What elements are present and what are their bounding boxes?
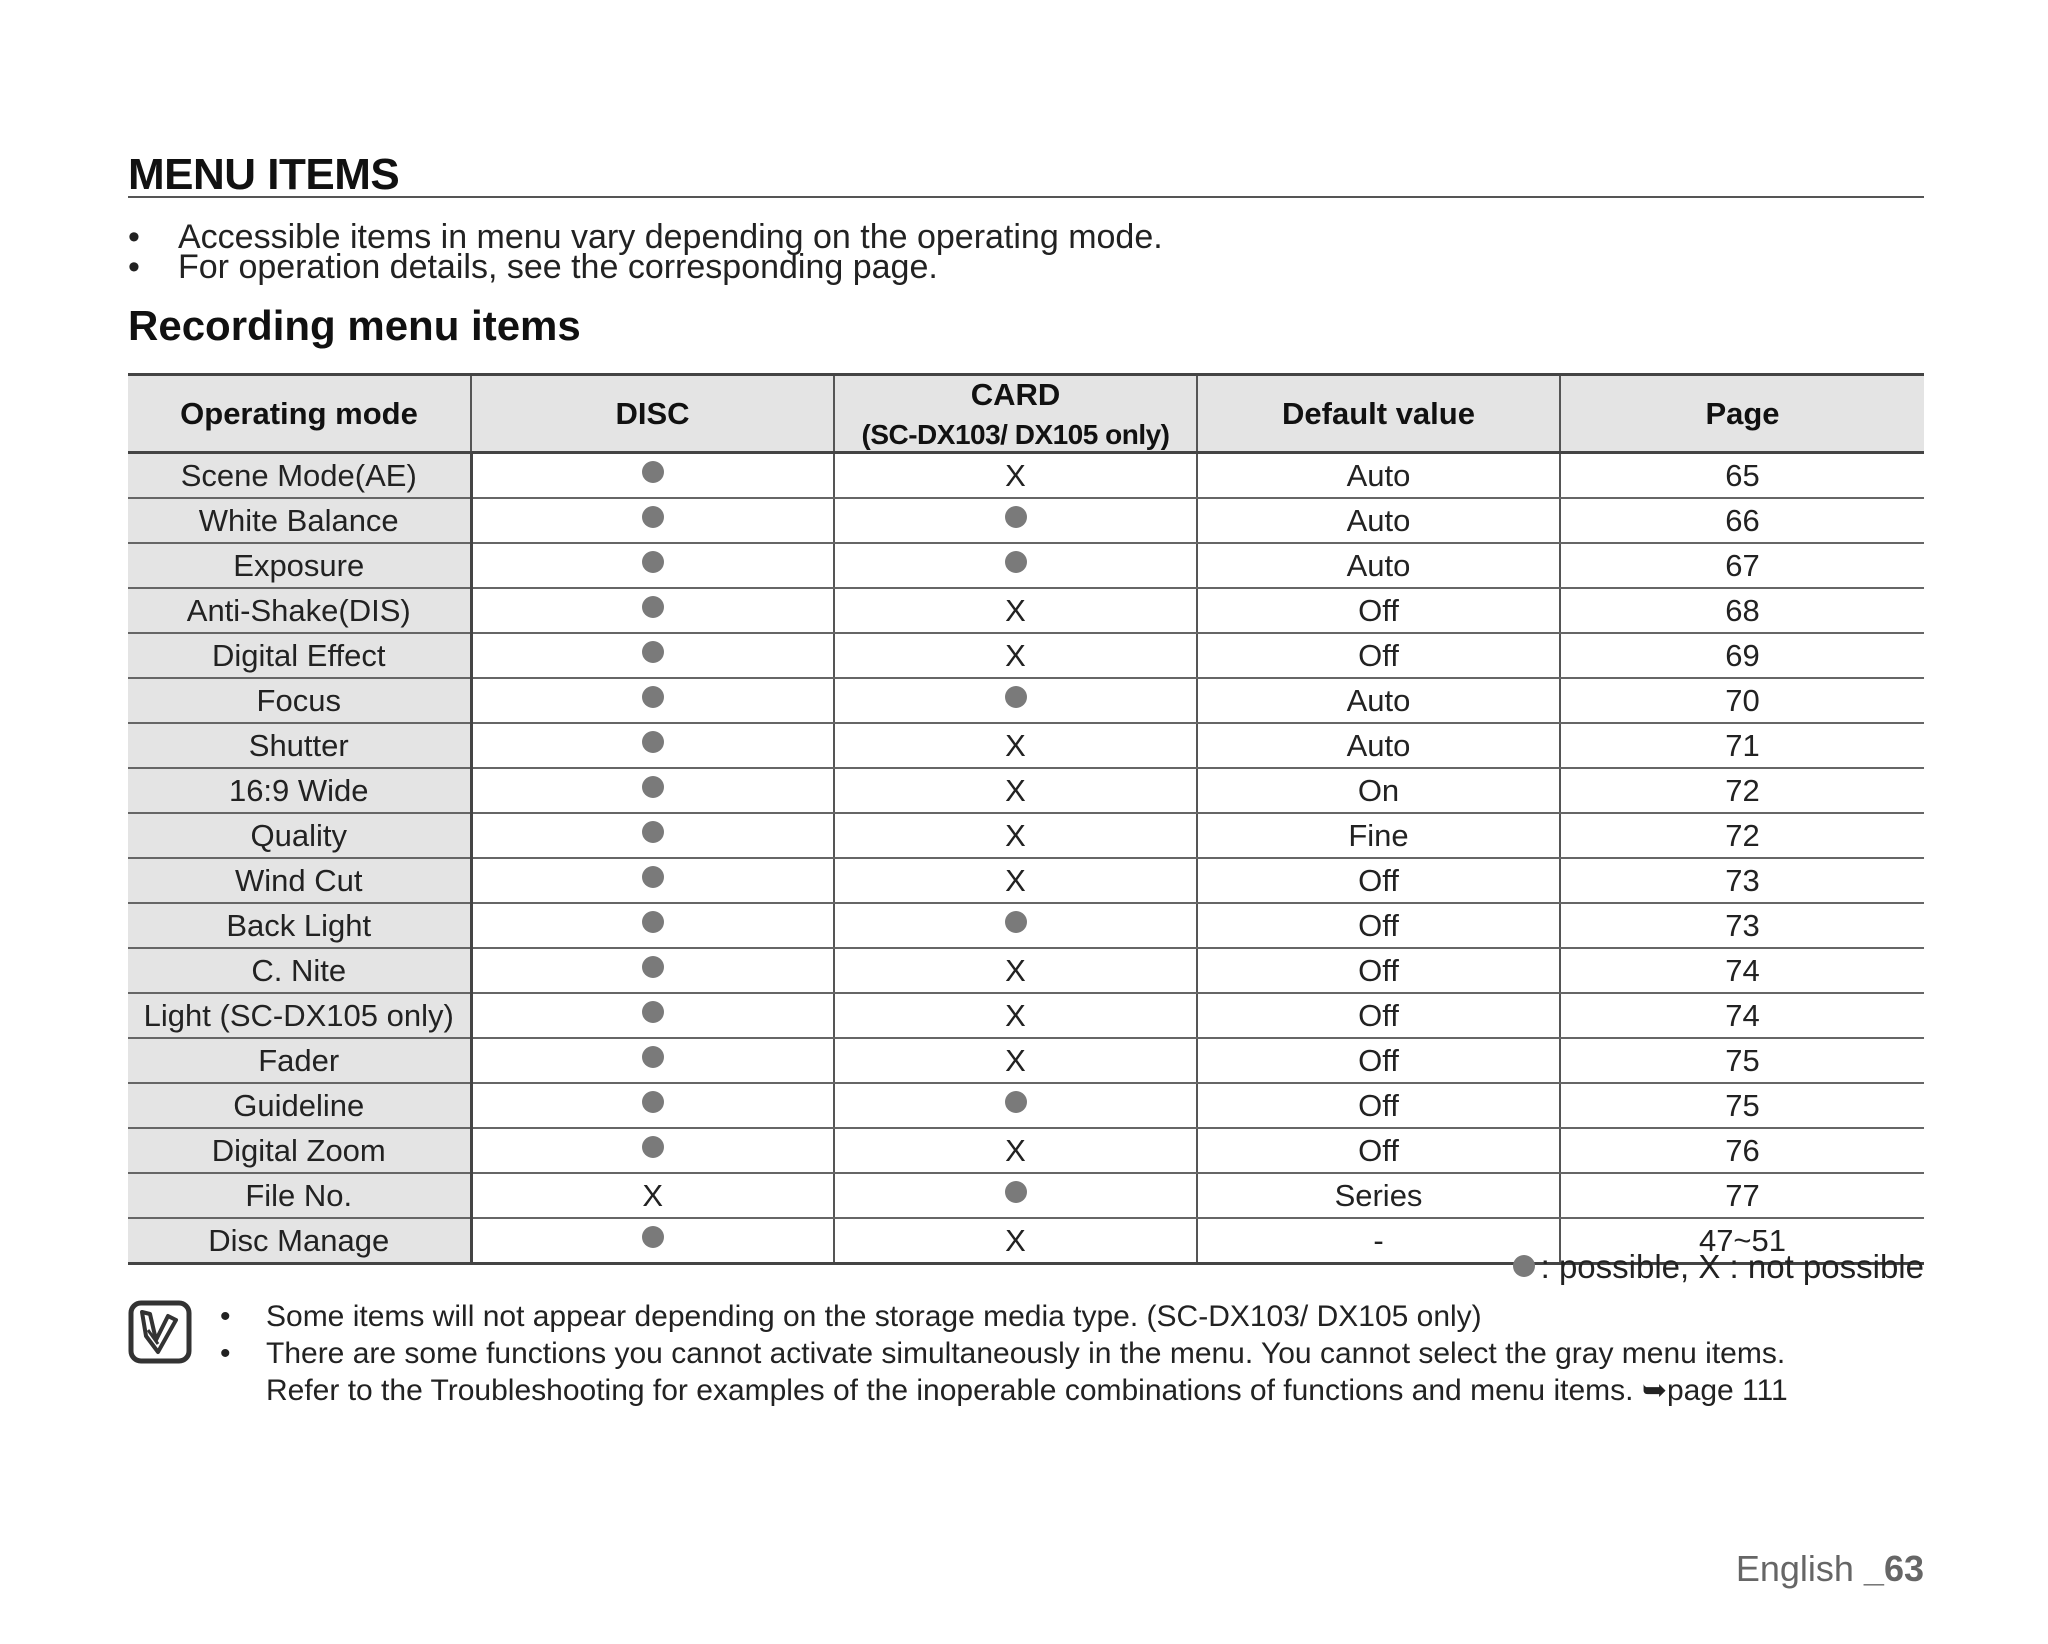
possible-dot-icon [642, 1091, 664, 1113]
possible-dot-icon [642, 821, 664, 843]
cell-card [834, 813, 1197, 858]
cell-operating-mode-text: Focus [256, 682, 341, 718]
cell-default-value-text: Off [1358, 637, 1399, 673]
cell-default-value-text: Fine [1348, 817, 1409, 853]
possible-dot-icon [642, 506, 664, 528]
note-text: Some items will not appear depending on the storage media type. (SC-DX103/ DX105 only) [266, 1300, 1482, 1333]
header-card-sublabel: (SC-DX103/ DX105 only) [861, 418, 1170, 450]
cell-default-value [1197, 588, 1560, 633]
header-default-value: Default value [1197, 375, 1560, 453]
cell-default-value [1197, 903, 1560, 948]
possible-dot-icon [642, 1226, 664, 1248]
cell-card [834, 723, 1197, 768]
possible-dot-icon [1005, 1181, 1027, 1203]
table-row [128, 903, 1924, 948]
table-row [128, 588, 1924, 633]
table-row [128, 678, 1924, 723]
cell-card [834, 498, 1197, 543]
cell-card-text: X [1005, 1042, 1026, 1078]
cell-default-value-text: Off [1358, 862, 1399, 898]
cell-default-value-text: Off [1358, 952, 1399, 988]
cell-page-text: 69 [1725, 637, 1760, 673]
cell-default-value-text: Off [1358, 907, 1399, 943]
cell-page-text: 72 [1725, 817, 1760, 853]
cell-default-value-text: Off [1358, 592, 1399, 628]
cell-default-value [1197, 948, 1560, 993]
cell-operating-mode-text: Light (SC-DX105 only) [143, 997, 454, 1033]
cell-disc [471, 498, 834, 543]
possible-dot-icon [1005, 506, 1027, 528]
cell-default-value [1197, 858, 1560, 903]
cell-operating-mode-text: 16:9 Wide [228, 772, 369, 808]
title-rule [128, 196, 1924, 198]
cell-page [1560, 1128, 1924, 1173]
table-row [128, 993, 1924, 1038]
cell-operating-mode [128, 498, 471, 543]
table-row [128, 1128, 1924, 1173]
possible-dot-icon [1513, 1255, 1535, 1277]
table-row [128, 453, 1924, 499]
cell-page-text: 73 [1725, 862, 1760, 898]
page-reference-link[interactable]: page 111 [1666, 1374, 1788, 1407]
possible-dot-icon [1005, 551, 1027, 573]
cell-default-value-text: Off [1358, 1042, 1399, 1078]
cell-page-text: 75 [1725, 1042, 1760, 1078]
intro-bullet-text: Accessible items in menu vary depending on the operating mode. [178, 218, 1163, 256]
cell-operating-mode-text: White Balance [198, 502, 399, 538]
possible-dot-icon [642, 551, 664, 573]
intro-bullet-text: For operation details, see the corresponding page. [178, 248, 938, 286]
table-header-row [128, 375, 1924, 453]
cell-operating-mode-text: Anti-Shake(DIS) [186, 592, 411, 628]
possible-dot-icon [642, 596, 664, 618]
cell-card [834, 543, 1197, 588]
cell-operating-mode [128, 858, 471, 903]
table-body [128, 453, 1924, 1264]
possible-dot-icon [642, 911, 664, 933]
table-row [128, 813, 1924, 858]
cell-page [1560, 588, 1924, 633]
cell-operating-mode-text: Guideline [233, 1087, 365, 1123]
possible-dot-icon [642, 1001, 664, 1023]
cell-card [834, 948, 1197, 993]
cell-card [834, 1173, 1197, 1218]
cell-disc [471, 903, 834, 948]
possible-dot-icon [642, 461, 664, 483]
cell-card [834, 1083, 1197, 1128]
cell-page [1560, 993, 1924, 1038]
cell-page [1560, 543, 1924, 588]
cell-page [1560, 813, 1924, 858]
section-title: Recording menu items [128, 302, 581, 349]
table-row [128, 858, 1924, 903]
cell-card-text: X [1005, 862, 1026, 898]
possible-dot-icon [642, 776, 664, 798]
cell-operating-mode [128, 1218, 471, 1264]
cell-default-value [1197, 678, 1560, 723]
note-continuation [220, 1372, 1788, 1409]
possible-dot-icon [642, 1136, 664, 1158]
possible-dot-icon [1005, 686, 1027, 708]
table-row [128, 1173, 1924, 1218]
cell-default-value [1197, 1038, 1560, 1083]
cell-page [1560, 453, 1924, 499]
possible-dot-icon [1005, 911, 1027, 933]
cell-disc [471, 723, 834, 768]
note-item [220, 1335, 1788, 1372]
cell-default-value-text: Series [1334, 1177, 1423, 1213]
cell-disc [471, 543, 834, 588]
cell-card [834, 1038, 1197, 1083]
note-text: There are some functions you cannot activate simultaneously in the menu. You cannot select the gray menu items. [266, 1337, 1786, 1370]
cell-operating-mode-text: Scene Mode(AE) [180, 457, 417, 493]
cell-operating-mode [128, 993, 471, 1038]
cell-operating-mode [128, 678, 471, 723]
possible-dot-icon [642, 866, 664, 888]
cell-page [1560, 498, 1924, 543]
cell-operating-mode-text: C. Nite [251, 952, 347, 988]
cell-disc [471, 633, 834, 678]
possible-dot-icon [642, 956, 664, 978]
cell-operating-mode [128, 453, 471, 499]
note-continuation-text: Refer to the Troubleshooting for examples of the inoperable combinations of functions and menu items. [266, 1374, 1634, 1407]
cell-default-value [1197, 993, 1560, 1038]
cell-default-value [1197, 498, 1560, 543]
cell-default-value [1197, 768, 1560, 813]
intro-bullet-list [128, 218, 1163, 286]
table-row [128, 1083, 1924, 1128]
cell-default-value-text: Auto [1346, 502, 1411, 538]
cell-disc [471, 1038, 834, 1083]
cell-disc [471, 768, 834, 813]
header-disc: DISC [471, 375, 834, 453]
table-row [128, 633, 1924, 678]
cell-page-text: 66 [1725, 502, 1760, 538]
cell-disc [471, 588, 834, 633]
cell-page-text: 77 [1725, 1177, 1760, 1213]
note-pencil-icon [128, 1300, 192, 1364]
note-item [220, 1298, 1788, 1335]
table-row [128, 1038, 1924, 1083]
arrow-right-icon: ➥ [1641, 1374, 1667, 1407]
cell-disc [471, 1083, 834, 1128]
cell-default-value [1197, 453, 1560, 499]
cell-page-text: 74 [1725, 952, 1760, 988]
cell-page [1560, 1038, 1924, 1083]
cell-card [834, 993, 1197, 1038]
cell-card-text: X [1005, 1132, 1026, 1168]
header-card-label: CARD [970, 376, 1061, 412]
cell-card-text: X [1005, 1222, 1026, 1258]
cell-operating-mode-text: Digital Effect [212, 637, 386, 673]
cell-disc [471, 1173, 834, 1218]
cell-page-text: 75 [1725, 1087, 1760, 1123]
cell-operating-mode [128, 1038, 471, 1083]
cell-card-text: X [1005, 817, 1026, 853]
possible-dot-icon [642, 686, 664, 708]
header-page: Page [1560, 375, 1924, 453]
legend-text: : possible, X : not possible [1540, 1248, 1924, 1285]
cell-operating-mode [128, 768, 471, 813]
cell-disc [471, 678, 834, 723]
table-row [128, 543, 1924, 588]
cell-disc [471, 948, 834, 993]
cell-card-text: X [1005, 457, 1026, 493]
cell-operating-mode [128, 948, 471, 993]
cell-card [834, 1128, 1197, 1173]
cell-page-text: 72 [1725, 772, 1760, 808]
cell-page-text: 70 [1725, 682, 1760, 718]
cell-page-text: 65 [1725, 457, 1760, 493]
cell-operating-mode [128, 723, 471, 768]
cell-default-value-text: Auto [1346, 682, 1411, 718]
cell-default-value-text: Off [1358, 1132, 1399, 1168]
cell-operating-mode-text: Shutter [248, 727, 349, 763]
cell-card-text: X [1005, 997, 1026, 1033]
possible-dot-icon [642, 1046, 664, 1068]
cell-page [1560, 1173, 1924, 1218]
cell-page-text: 74 [1725, 997, 1760, 1033]
cell-default-value-text: On [1357, 772, 1400, 808]
cell-card [834, 678, 1197, 723]
cell-card-text: X [1005, 772, 1026, 808]
cell-operating-mode [128, 543, 471, 588]
cell-disc [471, 1218, 834, 1264]
cell-card [834, 633, 1197, 678]
cell-operating-mode [128, 633, 471, 678]
cell-operating-mode-text: File No. [245, 1177, 353, 1213]
cell-disc [471, 858, 834, 903]
cell-card [834, 768, 1197, 813]
cell-operating-mode [128, 1173, 471, 1218]
cell-default-value [1197, 1128, 1560, 1173]
header-operating-mode: Operating mode [128, 375, 471, 453]
cell-default-value-text: Auto [1346, 547, 1411, 583]
cell-operating-mode [128, 1128, 471, 1173]
footer-language: English [1735, 1548, 1854, 1589]
possible-dot-icon [1005, 1091, 1027, 1113]
cell-operating-mode-text: Quality [250, 817, 347, 853]
cell-page [1560, 633, 1924, 678]
cell-disc-text: X [642, 1177, 664, 1213]
cell-default-value [1197, 1083, 1560, 1128]
cell-page [1560, 768, 1924, 813]
cell-operating-mode-text: Wind Cut [235, 862, 363, 898]
cell-operating-mode [128, 1083, 471, 1128]
cell-card-text: X [1005, 727, 1026, 763]
cell-card-text: X [1005, 637, 1026, 673]
possible-dot-icon [642, 731, 664, 753]
cell-operating-mode [128, 903, 471, 948]
cell-default-value [1197, 1173, 1560, 1218]
cell-default-value-text: Auto [1346, 727, 1411, 763]
bullet-icon: • [128, 248, 140, 286]
page-footer [1736, 1548, 1924, 1590]
cell-operating-mode-text: Disc Manage [208, 1222, 390, 1258]
cell-operating-mode-text: Back Light [226, 907, 372, 943]
cell-page-text: 73 [1725, 907, 1760, 943]
cell-disc [471, 453, 834, 499]
cell-page-text: 76 [1725, 1132, 1760, 1168]
cell-default-value-text: Off [1358, 997, 1399, 1033]
cell-page [1560, 903, 1924, 948]
cell-operating-mode [128, 813, 471, 858]
table-row [128, 723, 1924, 768]
possible-dot-icon [642, 641, 664, 663]
cell-default-value-text: Off [1358, 1087, 1399, 1123]
legend [1513, 1248, 1924, 1286]
cell-page [1560, 723, 1924, 768]
cell-card [834, 453, 1197, 499]
cell-operating-mode-text: Digital Zoom [211, 1132, 386, 1168]
cell-default-value-text: - [1373, 1222, 1384, 1258]
cell-card [834, 858, 1197, 903]
cell-default-value [1197, 633, 1560, 678]
cell-operating-mode-text: Exposure [233, 547, 365, 583]
cell-disc [471, 993, 834, 1038]
bullet-icon: • [220, 1300, 231, 1333]
cell-default-value [1197, 1218, 1560, 1264]
table-row [128, 948, 1924, 993]
cell-page [1560, 948, 1924, 993]
intro-bullet [128, 248, 1163, 286]
cell-disc [471, 813, 834, 858]
table-row [128, 498, 1924, 543]
cell-card [834, 588, 1197, 633]
cell-default-value-text: Auto [1346, 457, 1411, 493]
bullet-icon: • [128, 218, 140, 256]
cell-page-text: 67 [1725, 547, 1760, 583]
cell-page-text: 71 [1725, 727, 1760, 763]
table-row [128, 768, 1924, 813]
cell-page-text: 68 [1725, 592, 1760, 628]
cell-default-value [1197, 813, 1560, 858]
recording-menu-table [128, 373, 1924, 1265]
cell-page [1560, 1083, 1924, 1128]
bullet-icon: • [220, 1337, 231, 1370]
cell-page [1560, 858, 1924, 903]
cell-card [834, 903, 1197, 948]
cell-card [834, 1218, 1197, 1264]
cell-default-value [1197, 543, 1560, 588]
cell-page [1560, 678, 1924, 723]
cell-card-text: X [1005, 592, 1026, 628]
page-title: MENU ITEMS [128, 150, 400, 199]
header-card [834, 375, 1197, 453]
footer-page-number: _63 [1863, 1548, 1924, 1589]
notes-list [220, 1298, 1788, 1409]
cell-operating-mode [128, 588, 471, 633]
cell-operating-mode-text: Fader [258, 1042, 340, 1078]
cell-default-value [1197, 723, 1560, 768]
cell-disc [471, 1128, 834, 1173]
cell-card-text: X [1005, 952, 1026, 988]
cell-page-text: 47~51 [1698, 1222, 1787, 1258]
